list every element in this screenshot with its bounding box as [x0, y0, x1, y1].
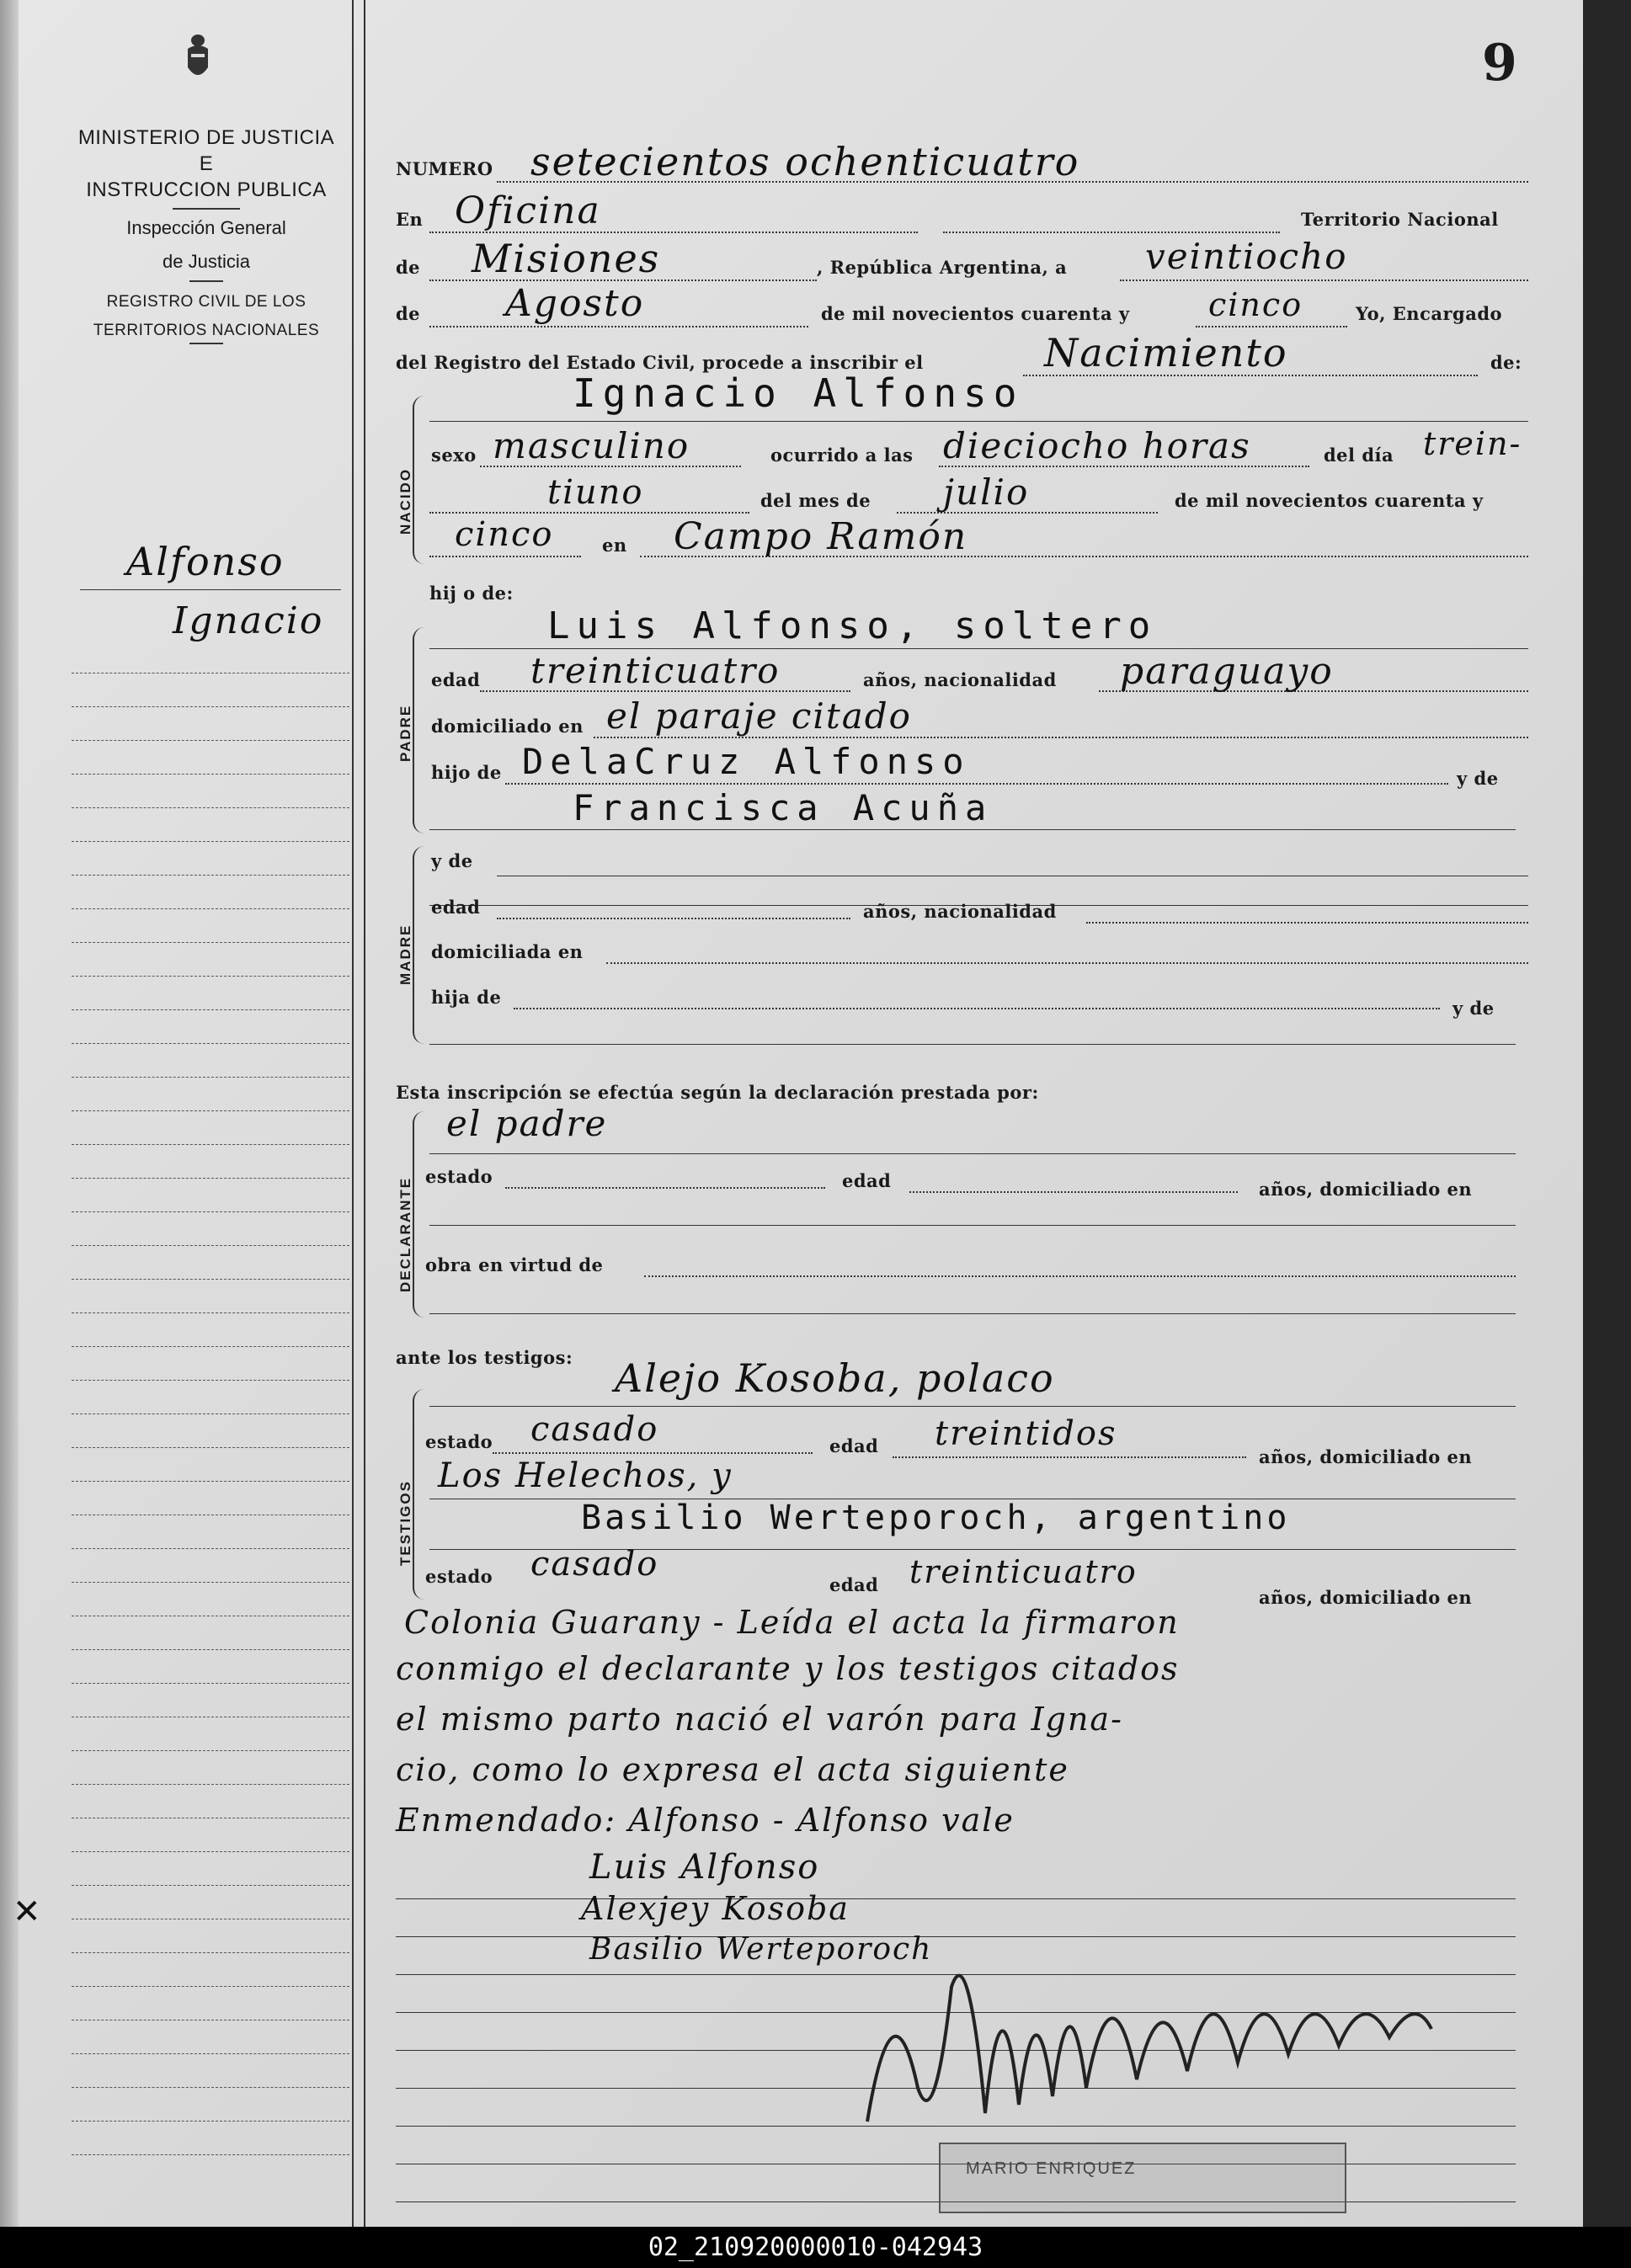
- obra-rule: [644, 1275, 1516, 1277]
- registry-line-1: REGISTRO CIVIL DE LOS: [106, 293, 306, 311]
- padre-brace: [413, 627, 426, 833]
- dia-value-b: tiuno: [547, 473, 644, 512]
- footer-id-bar: [0, 2227, 1631, 2268]
- republica-label: , República Argentina, a: [817, 257, 1068, 278]
- padre-nombre: Luis Alfonso, soltero: [547, 604, 1158, 647]
- nacido-anio-label: de mil novecientos cuarenta y: [1175, 490, 1484, 511]
- testigos-brace: [413, 1389, 426, 1600]
- encargado-label: Yo, Encargado: [1356, 303, 1503, 324]
- domicilio-label: domiciliado en: [431, 716, 584, 737]
- madre-hija-label: hija de: [431, 987, 502, 1008]
- testigo1-nombre-rule: [429, 1406, 1516, 1407]
- testigo2-estado: casado: [530, 1545, 659, 1584]
- obra-label: obra en virtud de: [425, 1254, 604, 1275]
- lugar-value: Campo Ramón: [674, 515, 968, 558]
- padres-rule: [505, 783, 1448, 785]
- madre-side-label: MADRE: [397, 924, 413, 985]
- testigo1-nombre: Alejo Kosoba, polaco: [615, 1355, 1055, 1401]
- divider: [189, 343, 223, 344]
- declarante-edad-rule: [909, 1191, 1238, 1193]
- padre-side-label: PADRE: [397, 704, 413, 762]
- official-signature-scribble: [842, 1919, 1448, 2138]
- territorio-label: Territorio Nacional: [1301, 209, 1499, 230]
- nacido-mes-value: julio: [943, 471, 1030, 513]
- signature-1: Luis Alfonso: [589, 1848, 820, 1887]
- en-value: Oficina: [455, 189, 601, 232]
- madre-brace: [413, 846, 426, 1044]
- hijo-label: hij o de:: [429, 583, 514, 604]
- registro-label: del Registro del Estado Civil, procede a inscribir el: [396, 352, 924, 373]
- notes-rule: [396, 1898, 1516, 1899]
- del-dia-label: del día: [1324, 445, 1394, 466]
- declarante-edad-label: edad: [842, 1170, 892, 1191]
- margin-note-rule: [80, 589, 341, 590]
- testigo1-edad-label: edad: [829, 1435, 879, 1456]
- de2-label: de: [396, 303, 421, 324]
- acto-value: Nacimiento: [1044, 330, 1288, 375]
- dia-b-rule: [429, 512, 749, 514]
- de3-label: de:: [1490, 352, 1522, 373]
- stamp-text: MARIO ENRIQUEZ: [966, 2159, 1137, 2178]
- registry-stamp: [939, 2143, 1346, 2213]
- x-mark-icon: ✕: [13, 1893, 43, 1931]
- anio-rule: [1196, 326, 1347, 327]
- declarante-domicilio-rule: [429, 1225, 1516, 1226]
- testigo1-anos-label: años, domiciliado en: [1259, 1446, 1473, 1467]
- declarante-nombre-rule: [429, 1153, 1516, 1154]
- testigos-side-label: TESTIGOS: [397, 1480, 413, 1566]
- ministry-header: [51, 122, 362, 346]
- mes-value: Agosto: [505, 282, 645, 325]
- divider: [173, 208, 240, 210]
- testigo2-edad: treinticuatro: [909, 1553, 1138, 1590]
- registry-line-2: TERRITORIOS NACIONALES: [93, 322, 320, 339]
- nacido-nombre-rule: [429, 421, 1528, 422]
- sexo-label: sexo: [431, 445, 477, 466]
- page-number: 9: [1482, 34, 1517, 93]
- madre-de-padre-rule: [429, 829, 1516, 830]
- nacionalidad-value: paraguayo: [1120, 650, 1334, 693]
- dia-rule: [1120, 280, 1528, 281]
- declarante-last-rule: [429, 1313, 1516, 1314]
- numero-value: setecientos ochenticuatro: [530, 139, 1080, 184]
- note-line-3: cio, como lo expresa el acta siguiente: [396, 1751, 1069, 1788]
- testigo1-domicilio: Los Helechos, y: [438, 1456, 733, 1495]
- padre-edad-value: treinticuatro: [530, 650, 781, 691]
- signature-3: Basilio Werteporoch: [589, 1932, 933, 1967]
- margin-note-surname: Alfonso: [126, 539, 285, 584]
- padre-nombre-rule: [429, 648, 1528, 649]
- dia-value-a: trein-: [1423, 425, 1522, 462]
- testigo1-estado: casado: [530, 1410, 659, 1449]
- padre-edad-label: edad: [431, 669, 481, 690]
- note-line-1: conmigo el declarante y los testigos citados: [396, 1650, 1180, 1687]
- testigo2-domicilio: Colonia Guarany - Leída el acta la firmaron: [404, 1604, 1180, 1641]
- sidebar-divider-inner: [364, 0, 365, 2227]
- testigo1-edad: treintidos: [935, 1414, 1117, 1453]
- testigo1-edad-rule: [893, 1456, 1246, 1458]
- declarante-anos-label: años, domiciliado en: [1259, 1179, 1473, 1200]
- page-edge-shadow: [1583, 0, 1631, 2227]
- inspeccion-line-2: de Justicia: [163, 251, 250, 272]
- nacido-side-label: NACIDO: [397, 467, 413, 535]
- madre-y-de-label: y de: [431, 850, 473, 871]
- declarante-brace: [413, 1111, 426, 1318]
- nacido-nombre: Ignacio Alfonso: [573, 370, 1024, 416]
- dia-value: veintiocho: [1145, 236, 1348, 277]
- declarante-side-label: DECLARANTE: [397, 1176, 413, 1292]
- anio-value: cinco: [1208, 286, 1303, 323]
- numero-label: NUMERO: [396, 158, 493, 179]
- en-label: En: [396, 209, 424, 230]
- signature-2: Alexjey Kosoba: [581, 1890, 850, 1927]
- nacido-en-label: en: [602, 535, 627, 556]
- note-line-4: Enmendado: Alfonso - Alfonso vale: [396, 1802, 1015, 1839]
- de-label: de: [396, 257, 421, 278]
- declarante-nombre: el padre: [446, 1103, 608, 1144]
- declarante-estado-label: estado: [425, 1166, 493, 1187]
- coat-of-arms-icon: [181, 34, 215, 84]
- sidebar-ruled-lines: [72, 640, 349, 2155]
- nacido-brace: [413, 396, 426, 564]
- madre-anos-label: años, nacionalidad: [863, 901, 1057, 922]
- domicilio-rule: [594, 737, 1528, 738]
- inscripcion-label: Esta inscripción se efectúa según la declaración prestada por:: [396, 1082, 1039, 1103]
- madre-last-rule: [429, 1044, 1516, 1045]
- mes-rule: [429, 326, 808, 327]
- ante-testigos-label: ante los testigos:: [396, 1347, 573, 1368]
- madre-y-de2-label: y de: [1452, 998, 1495, 1019]
- testigo2-edad-label: edad: [829, 1574, 879, 1595]
- testigo2-anos-label: años, domiciliado en: [1259, 1587, 1473, 1608]
- testigo1-estado-rule: [493, 1452, 813, 1454]
- madre-domicilio-rule: [606, 962, 1528, 964]
- en-rule-2: [943, 232, 1280, 233]
- madre-domicilio-label: domiciliada en: [431, 941, 584, 962]
- madre-hija-rule: [514, 1008, 1440, 1009]
- territorio-value: Misiones: [472, 236, 661, 281]
- hijo-de-label: hijo de: [431, 762, 502, 783]
- padre-anos-label: años, nacionalidad: [863, 669, 1057, 690]
- sexo-value: masculino: [493, 425, 690, 466]
- del-mes-label: del mes de: [760, 490, 871, 511]
- testigo2-nombre: Basilio Werteporoch, argentino: [581, 1499, 1291, 1537]
- footer-id: 02_210920000010-042943: [648, 2233, 983, 2262]
- madre-edad-rule: [497, 918, 850, 919]
- ministry-line-1: MINISTERIO DE JUSTICIA: [77, 126, 335, 149]
- inspeccion-line-1: Inspección General: [126, 217, 286, 238]
- anio-label: de mil novecientos cuarenta y: [821, 303, 1130, 324]
- nacido-anio-rule: [429, 556, 581, 557]
- divider: [189, 280, 223, 282]
- domicilio-value: el paraje citado: [606, 695, 912, 737]
- testigo1-estado-label: estado: [425, 1431, 493, 1452]
- declarante-estado-rule: [505, 1187, 825, 1189]
- testigo2-estado-label: estado: [425, 1566, 493, 1587]
- ministry-line-3: INSTRUCCION PUBLICA: [86, 178, 327, 201]
- note-line-2: el mismo parto nació el varón para Igna-: [396, 1701, 1123, 1738]
- madre-edad-label: edad: [431, 897, 481, 918]
- padre-y-de-label: y de: [1457, 768, 1499, 789]
- nacido-anio-value: cinco: [455, 515, 554, 554]
- ocurrido-label: ocurrido a las: [770, 445, 914, 466]
- padres-value: DelaCruz Alfonso: [522, 741, 971, 782]
- madre-nacionalidad-rule: [1086, 922, 1528, 924]
- madre-de-padre-value: Francisca Acuña: [573, 787, 994, 828]
- margin-note-name: Ignacio: [173, 599, 324, 642]
- hora-value: dieciocho horas: [943, 425, 1251, 466]
- ministry-line-2: E: [199, 152, 214, 175]
